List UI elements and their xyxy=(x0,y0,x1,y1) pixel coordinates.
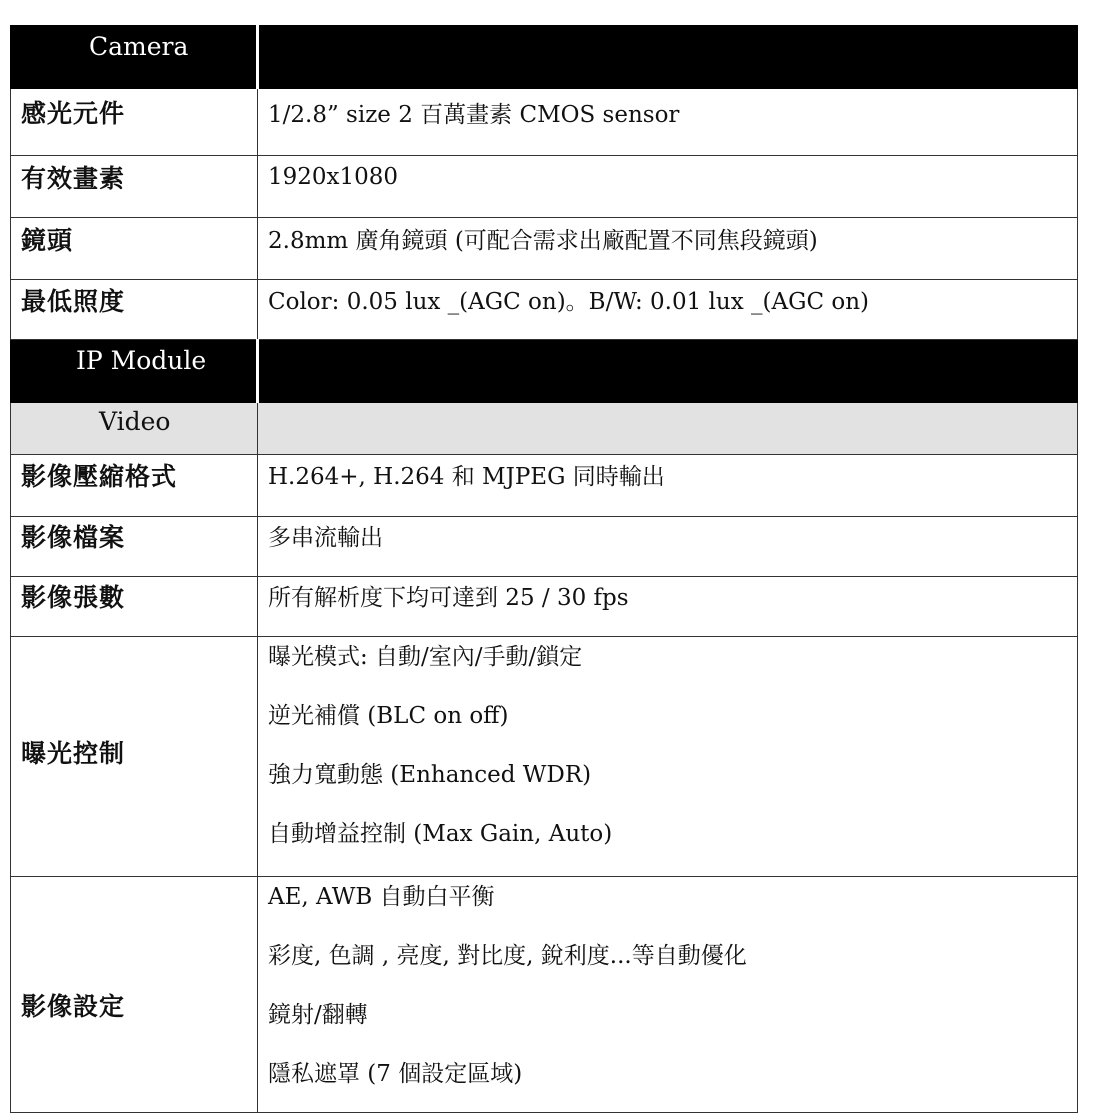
spec-row-min-illumination xyxy=(11,280,1078,340)
spec-row-sensor xyxy=(11,89,1078,156)
row-label: 鏡頭 xyxy=(21,225,74,255)
row-value: H.264+, H.264 和 MJPEG 同時輸出 xyxy=(268,464,665,490)
spec-row-lens xyxy=(11,218,1078,280)
section-title-ip-module: IP Module xyxy=(11,340,258,403)
row-label: 有效畫素 xyxy=(21,163,126,193)
subsection-fill xyxy=(258,403,1078,455)
section-header-camera xyxy=(11,26,1078,89)
row-value: 2.8mm 廣角鏡頭 (可配合需求出廠配置不同焦段鏡頭) xyxy=(268,228,818,254)
value-line: 彩度, 色調 , 亮度, 對比度, 銳利度...等自動優化 xyxy=(268,943,747,969)
row-label: 影像張數 xyxy=(21,582,126,612)
section-header-fill xyxy=(258,26,1078,89)
row-label: 影像檔案 xyxy=(21,522,126,552)
value-line: 強力寬動態 (Enhanced WDR) xyxy=(268,762,592,788)
spec-table xyxy=(10,25,1078,1113)
section-header-ip-module xyxy=(11,340,1078,403)
row-label: 曝光控制 xyxy=(21,738,126,768)
row-value: 1920x1080 xyxy=(268,163,399,190)
row-value: 所有解析度下均可達到 25 / 30 fps xyxy=(268,585,629,611)
row-value-list xyxy=(258,637,1077,860)
row-label: 影像設定 xyxy=(21,991,126,1021)
spec-row-resolution xyxy=(11,156,1078,218)
section-title-camera: Camera xyxy=(11,26,258,89)
value-line: 隱私遮罩 (7 個設定區域) xyxy=(268,1061,523,1087)
row-value-list xyxy=(258,877,1077,1100)
subsection-header-video xyxy=(11,403,1078,455)
row-value: Color: 0.05 lux _(AGC on)。B/W: 0.01 lux _(AGC on) xyxy=(268,289,869,315)
spec-row-image-settings xyxy=(11,877,1078,1113)
value-line: 自動增益控制 (Max Gain, Auto) xyxy=(268,821,613,847)
value-line: 曝光模式: 自動/室內/手動/鎖定 xyxy=(268,644,583,670)
row-label: 最低照度 xyxy=(21,286,126,316)
spec-row-frame-rate xyxy=(11,577,1078,637)
spec-row-exposure xyxy=(11,637,1078,877)
row-value: 多串流輸出 xyxy=(268,525,383,551)
row-label: 影像壓縮格式 xyxy=(21,461,178,491)
spec-row-compression xyxy=(11,455,1078,517)
value-line: 鏡射/翻轉 xyxy=(268,1002,368,1028)
subsection-title-video: Video xyxy=(11,403,258,455)
row-value: 1/2.8” size 2 百萬畫素 CMOS sensor xyxy=(268,101,680,128)
value-line: 逆光補償 (BLC on off) xyxy=(268,703,509,729)
row-label: 感光元件 xyxy=(21,99,126,128)
section-header-fill xyxy=(258,340,1078,403)
spec-row-streams xyxy=(11,517,1078,577)
value-line: AE, AWB 自動白平衡 xyxy=(268,884,495,910)
